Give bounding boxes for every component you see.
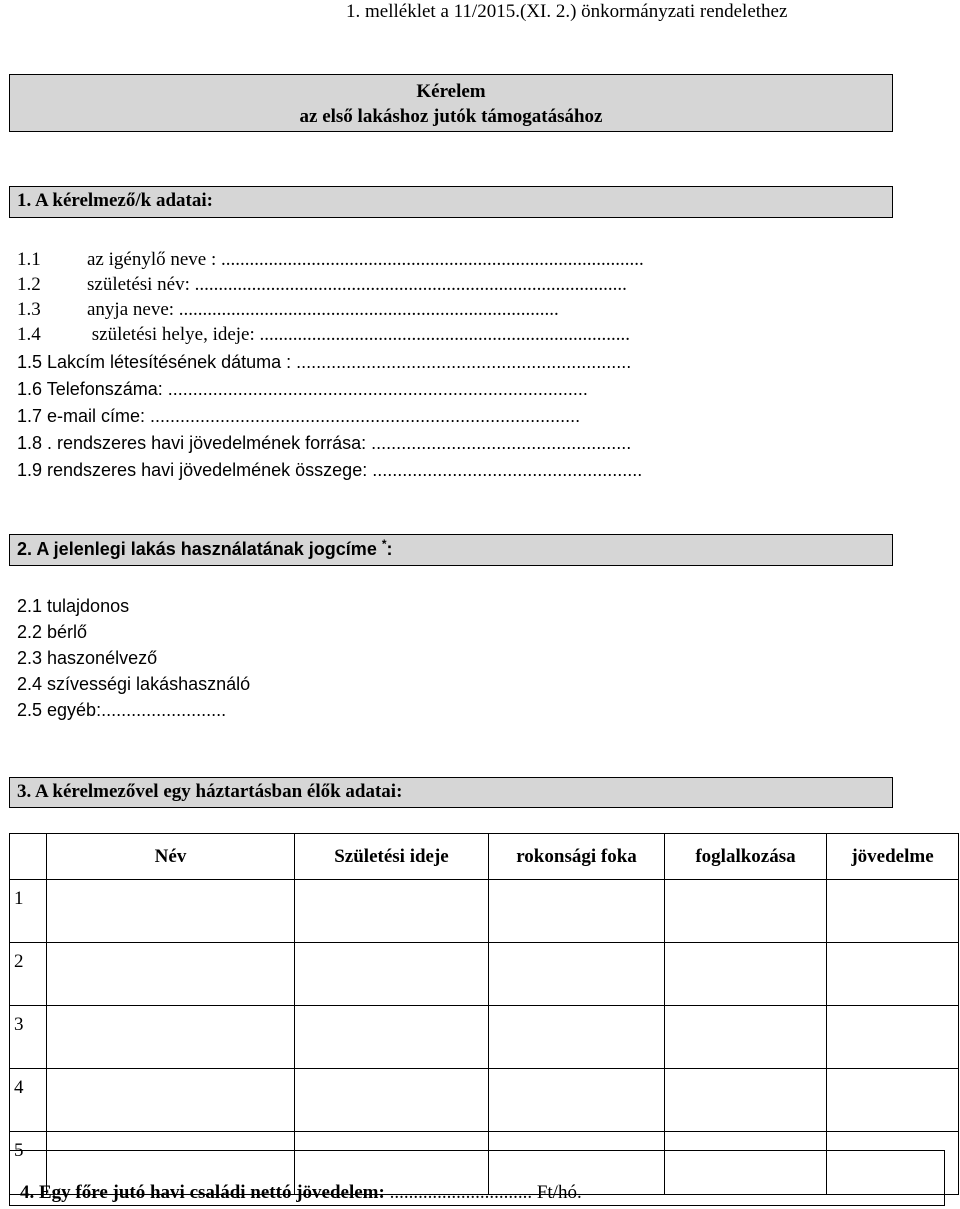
- cell-name[interactable]: [47, 943, 295, 1006]
- row-number: 3: [10, 1006, 47, 1069]
- per-capita-income-unit: Ft/hó.: [532, 1182, 582, 1203]
- form-title-box: [9, 74, 893, 132]
- table-row: [10, 943, 959, 1006]
- section2-heading-colon: :: [386, 539, 393, 559]
- cell-birth-date[interactable]: [295, 1006, 489, 1069]
- table-row: [10, 880, 959, 943]
- cell-income[interactable]: [827, 1069, 959, 1132]
- field-label: anyja neve: ................................................................................: [87, 299, 559, 320]
- table-header-row: [10, 834, 959, 880]
- cell-birth-date[interactable]: [295, 880, 489, 943]
- field-phone[interactable]: 1.6 Telefonszáma: ....................................................................................: [17, 379, 588, 399]
- cell-occupation[interactable]: [665, 880, 827, 943]
- field-number: 1.2: [17, 274, 41, 295]
- cell-occupation[interactable]: [665, 1069, 827, 1132]
- cell-occupation[interactable]: [665, 943, 827, 1006]
- section3-heading: 3. A kérelmezővel egy háztartásban élők adatai:: [9, 777, 893, 808]
- field-label: születési név: ...........................................................................................: [87, 274, 627, 295]
- household-table: [9, 833, 959, 1195]
- column-header-occupation: foglalkozása: [665, 834, 827, 880]
- row-number: 1: [10, 880, 47, 943]
- field-number: 1.1: [17, 249, 41, 270]
- section1-heading: 1. A kérelmező/k adatai:: [9, 186, 893, 218]
- field-income-source[interactable]: 1.8 . rendszeres havi jövedelmének forrása: ....................................................: [17, 433, 632, 453]
- per-capita-income-dots: ..............................: [384, 1182, 533, 1203]
- annex-reference: 1. melléklet a 11/2015.(XI. 2.) önkormányzati rendelethez: [346, 1, 788, 22]
- row-number: 2: [10, 943, 47, 1006]
- table-row: [10, 1006, 959, 1069]
- column-header-number: [10, 834, 47, 880]
- column-header-relationship: rokonsági foka: [489, 834, 665, 880]
- cell-name[interactable]: [47, 880, 295, 943]
- cell-birth-date[interactable]: [295, 1069, 489, 1132]
- option-tenant[interactable]: 2.2 bérlő: [17, 622, 88, 642]
- field-income-amount[interactable]: 1.9 rendszeres havi jövedelmének összege: ......................................................: [17, 460, 643, 480]
- section2-heading: [9, 534, 893, 566]
- field-mother-name[interactable]: [17, 298, 559, 322]
- column-header-name: Név: [47, 834, 295, 880]
- table-row: [10, 1069, 959, 1132]
- cell-relationship[interactable]: [489, 943, 665, 1006]
- option-usufructuary[interactable]: 2.3 haszonélvező: [17, 648, 158, 668]
- section2-heading-text: 2. A jelenlegi lakás használatának jogcíme: [17, 539, 377, 559]
- form-title: Kérelem: [416, 81, 486, 102]
- field-birth-place-date[interactable]: [17, 323, 630, 347]
- field-label: az igénylő neve : .........................................................................................: [87, 249, 644, 270]
- row-number: 4: [10, 1069, 47, 1132]
- form-subtitle: az első lakáshoz jutók támogatásához: [299, 106, 603, 127]
- field-number: 1.3: [17, 299, 41, 320]
- field-email[interactable]: 1.7 e-mail címe: ......................................................................................: [17, 406, 581, 426]
- column-header-birth-date: Születési ideje: [295, 834, 489, 880]
- per-capita-income-label: 4. Egy főre jutó havi családi nettó jövedelem:: [20, 1182, 385, 1203]
- cell-birth-date[interactable]: [295, 943, 489, 1006]
- cell-relationship[interactable]: [489, 880, 665, 943]
- field-label: születési helye, ideje: ..............................................................................: [87, 324, 631, 345]
- per-capita-income-box[interactable]: [9, 1150, 945, 1206]
- option-courtesy-user[interactable]: 2.4 szívességi lakáshasználó: [17, 674, 251, 694]
- cell-name[interactable]: [47, 1006, 295, 1069]
- row-number: 5: [10, 1132, 47, 1195]
- cell-income[interactable]: [827, 943, 959, 1006]
- field-birth-name[interactable]: [17, 273, 627, 297]
- cell-income[interactable]: [827, 880, 959, 943]
- cell-occupation[interactable]: [665, 1006, 827, 1069]
- column-header-income: jövedelme: [827, 834, 959, 880]
- footnote-asterisk: *: [381, 537, 387, 551]
- cell-relationship[interactable]: [489, 1006, 665, 1069]
- field-address-date[interactable]: 1.5 Lakcím létesítésének dátuma : ...................................................................: [17, 352, 632, 372]
- option-owner[interactable]: 2.1 tulajdonos: [17, 596, 130, 616]
- cell-income[interactable]: [827, 1006, 959, 1069]
- cell-name[interactable]: [47, 1069, 295, 1132]
- field-number: 1.4: [17, 324, 41, 345]
- cell-relationship[interactable]: [489, 1069, 665, 1132]
- field-applicant-name[interactable]: [17, 248, 644, 272]
- option-other[interactable]: 2.5 egyéb:.........................: [17, 700, 227, 720]
